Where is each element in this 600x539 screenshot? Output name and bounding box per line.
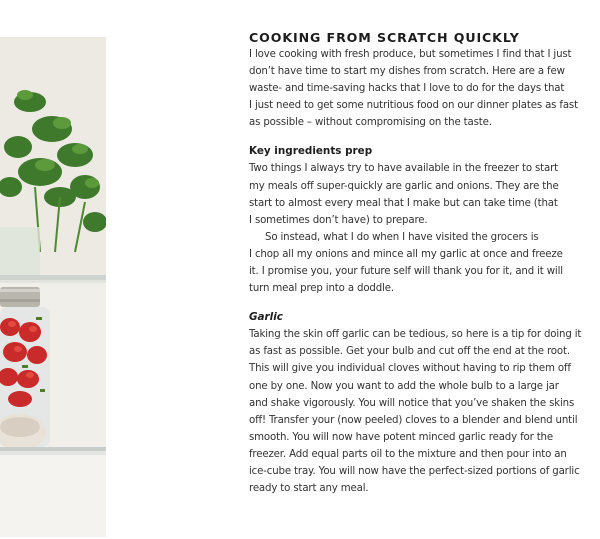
text-line: Two things I always try to have available in the freezer to start [249, 163, 558, 175]
intro-paragraph [249, 46, 594, 131]
article-title: COOKING FROM SCRATCH QUICKLY [249, 30, 520, 45]
text-line: I chop all my onions and mince all my garlic at once and freeze [249, 248, 563, 260]
text-line: waste- and time-saving hacks that I love to do for the days that [249, 83, 565, 95]
text-line: ready to start any meal. [249, 483, 369, 495]
text-line: turn meal prep into a doddle. [249, 283, 394, 295]
text-line: and shake vigorously. You will notice that you’ve shaken the skins [249, 397, 575, 409]
text-line: I just need to get some nutritious food on our dinner plates as fast [249, 100, 578, 112]
text-line: it. I promise you, your future self will thank you for it, and it will [249, 266, 563, 278]
text-line: smooth. You will now have potent minced garlic ready for the [249, 431, 553, 443]
text-line: ice-cube tray. You will now have the perfect-sized portions of garlic [249, 465, 580, 477]
text-line: start to almost every meal that I make but can take time (that [249, 197, 558, 209]
text-line: as possible – without compromising on the taste. [249, 117, 492, 129]
text-line: my meals off super-quickly are garlic and onions. They are the [249, 180, 559, 192]
garlic-paragraph [249, 326, 594, 497]
text-line: Taking the skin off garlic can be tedious, so here is a tip for doing it [249, 329, 582, 341]
text-line: as fast as possible. Get your bulb and cut off the end at the root. [249, 346, 570, 358]
text-line: I love cooking with fresh produce, but sometimes I find that I just [249, 49, 572, 60]
garlic-heading: Garlic [249, 311, 283, 324]
text-line: So instead, what I do when I have visited the grocers is [265, 231, 539, 243]
text-line: freezer. Add equal parts oil to the mixture and then pour into an [249, 448, 567, 460]
text-line: This will give you individual cloves without having to rip them off [249, 363, 571, 375]
text-line: one by one. Now you want to add the whole bulb to a large jar [249, 380, 559, 392]
text-line: don’t have time to start my dishes from scratch. Here are a few [249, 66, 565, 78]
text-line: I sometimes don’t have) to prepare. [249, 214, 428, 226]
key-ingredients-paragraph [249, 160, 594, 297]
fridge-photo [0, 37, 106, 537]
text-line: off! Transfer your (now peeled) cloves to a blender and blend until [249, 414, 578, 426]
article [249, 30, 594, 497]
key-ingredients-heading: Key ingredients prep [249, 145, 373, 158]
